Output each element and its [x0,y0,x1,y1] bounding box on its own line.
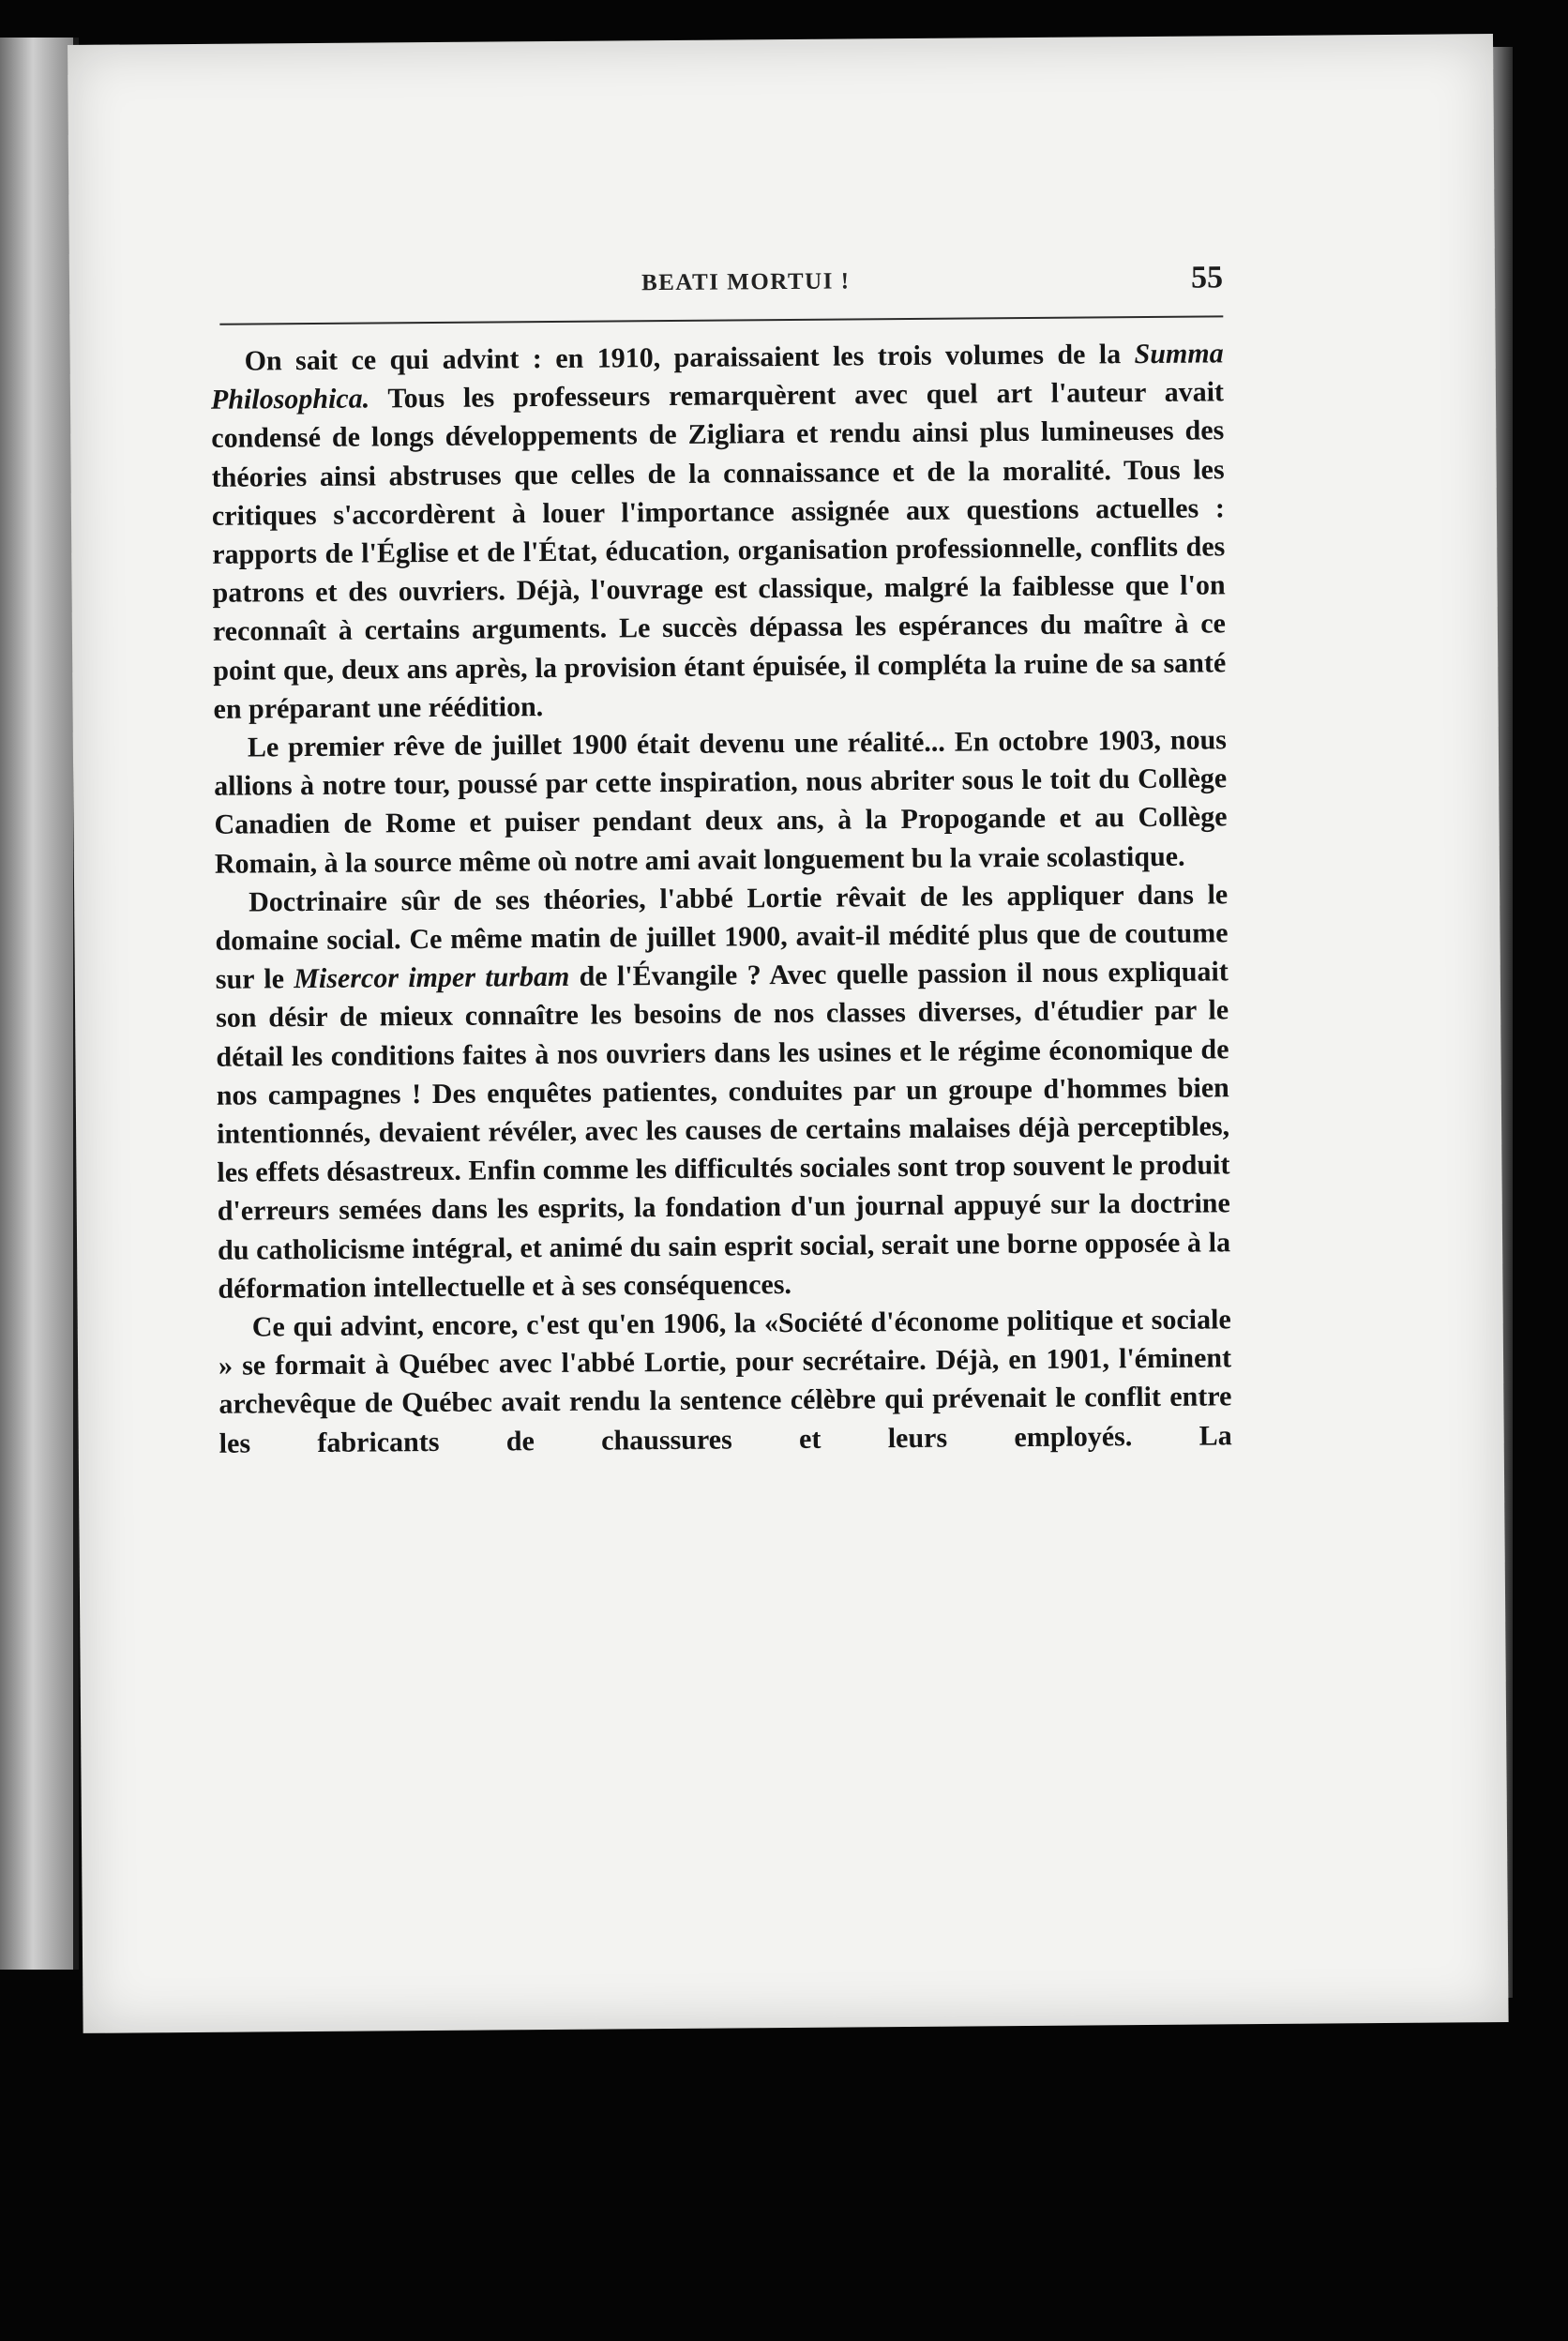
paragraph-3-italic: Misercor imper turbam [294,961,570,995]
paragraph-3 [215,875,1231,1308]
paragraph-1 [210,334,1226,729]
page-number: 55 [1190,260,1224,295]
paragraph-2 [214,720,1228,883]
book-page [68,34,1509,2033]
paragraph-2-text: Le premier rêve de juillet 1900 était devenu une réalité... En octobre 1903, nous allions à notre tour, poussé par cette inspiration, nous abriter sous le toit du Collège Canadien de Rome et puiser pendant deux ans, à la Propogande et au Collège Romain, à la source même où notre ami avait longuement bu la vraie scolastique. [214,724,1228,880]
left-page-edge [0,38,79,1970]
page-header [219,260,1224,318]
paragraph-1-text-b: Tous les professeurs remarquèrent avec quel art l'auteur avait condensé de longs développements de Zigliara et rendu ainsi plus lumineuses des théories ainsi abstruses que celles de la connaissance et de la moralité. Tous les critiques s'accordèrent à louer l'importance assignée aux questions actuelles : rapports de l'Église et de l'État, éducation, organisation professionnelle, conflits des patrons et des ouvriers. Déjà, l'ouvrage est classique, malgré la faiblesse que l'on reconnaît à certains arguments. Le succès dépassa les espérances du maître à ce point que, deux ans après, la provision étant épuisée, il compléta la ruine de sa santé en préparant une réédition. [211,376,1227,725]
running-title: BEATI MORTUI ! [641,268,851,296]
paragraph-1-text-a: On sait ce qui advint : en 1910, paraissaient les trois volumes de la [244,339,1135,377]
paragraph-1-italic: Summa Philosophica. [210,338,1224,416]
paragraph-3-text-a: Doctrinaire sûr de ses théories, l'abbé Lortie rêvait de les appliquer dans le domaine social. Ce même matin de juillet 1900, avait-il médité plus que de coutume sur le [215,879,1229,996]
body-text [210,334,1231,1462]
paragraph-4-text: Ce qui advint, encore, c'est qu'en 1906, la «Société d'économe politique et sociale » se formait à Québec avec l'abbé Lortie, pour secrétaire. Déjà, en 1901, l'éminent archevêque de Québec avait rendu la sentence célèbre qui prévenait le conflit entre les fabricants de chaussures et leurs employés. La [218,1304,1232,1459]
paragraph-4 [219,1300,1232,1462]
paragraph-3-text-b: de l'Évangile ? Avec quelle passion il nous expliquait son désir de mieux connaître les besoins de nos classes diverses, d'étudier par le détail les conditions faites à nos ouvriers dans les usines et le régime économique de nos campagnes ! Des enquêtes patientes, conduites par un groupe d'hommes bien intentionnés, devaient révéler, avec les causes de certains malaises déjà perceptibles, les effets désastreux. Enfin comme les difficultés sociales sont trop souvent le produit d'erreurs semées dans les esprits, la fondation d'un journal appuyé sur la doctrine du catholicisme intégral, et animé du sain esprit social, serait une borne opposée à la déformation intellectuelle et à ses conséquences. [216,956,1231,1305]
